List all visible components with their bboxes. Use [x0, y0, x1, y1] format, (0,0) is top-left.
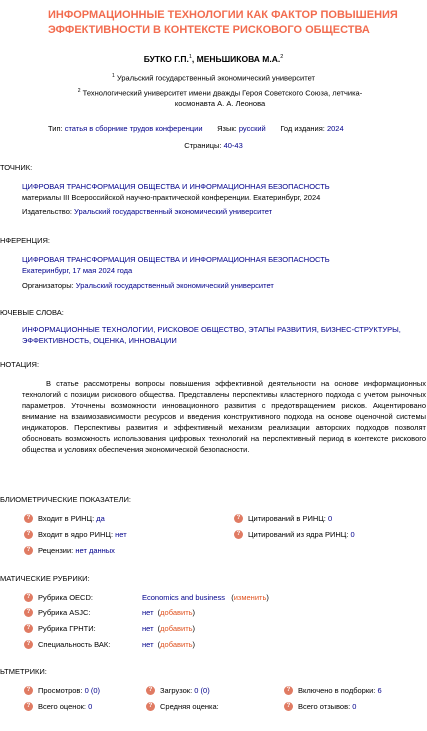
info-icon[interactable]: ?: [284, 702, 293, 711]
pages-info: Страницы: 40-43: [184, 141, 243, 150]
cited-rinc-indicator: ? Цитирований в РИНЦ: 0: [234, 514, 332, 523]
info-icon[interactable]: ?: [24, 530, 33, 539]
info-icon[interactable]: ?: [234, 514, 243, 523]
keywords-line[interactable]: ЭФФЕКТИВНОСТЬ, ОЦЕНКА, ИННОВАЦИИ: [22, 336, 177, 345]
views-indicator: ? Просмотров: 0 (0): [24, 686, 100, 695]
organizers-link[interactable]: Уральский государственный экономический университет: [75, 281, 274, 290]
info-icon[interactable]: ?: [24, 640, 33, 649]
keywords-line[interactable]: ИНФОРМАЦИОННЫЕ ТЕХНОЛОГИИ, РИСКОВОЕ ОБЩЕСТВО, ЭТАПЫ РАЗВИТИЯ, БИЗНЕС-СТРУКТУРЫ,: [22, 325, 401, 334]
info-icon[interactable]: ?: [24, 593, 33, 602]
rubric-oecd: ? Рубрика OECD: Economics and business ( изменить ): [24, 593, 269, 602]
rubric-value-link[interactable]: Economics and business: [142, 593, 225, 602]
info-icon[interactable]: ?: [24, 624, 33, 633]
article-title: ИНФОРМАЦИОННЫЕ ТЕХНОЛОГИИ КАК ФАКТОР ПОВЫШЕНИЯ ЭФФЕКТИВНОСТИ В КОНТЕКСТЕ РИСКОВОГО ОБЩЕСТВА: [48, 9, 398, 36]
ratings-indicator: ? Всего оценок: 0: [24, 702, 92, 711]
rubric-vak: ? Специальность ВАК: нет ( добавить ): [24, 640, 195, 649]
rinc-core-indicator: ? Входит в ядро РИНЦ: нет: [24, 530, 127, 539]
info-icon[interactable]: ?: [24, 686, 33, 695]
source-title-link[interactable]: ЦИФРОВАЯ ТРАНСФОРМАЦИЯ ОБЩЕСТВА И ИНФОРМАЦИОННАЯ БЕЗОПАСНОСТЬ: [22, 182, 330, 191]
publisher-link[interactable]: Уральский государственный экономический университет: [74, 207, 273, 216]
source-block: ЦИФРОВАЯ ТРАНСФОРМАЦИЯ ОБЩЕСТВА И ИНФОРМАЦИОННАЯ БЕЗОПАСНОСТЬ материалы III Всероссийской научно-практической конференции. Екатеринбург, 2024 Издательство: Уральский государственный экономический университет: [22, 182, 330, 216]
info-icon[interactable]: ?: [24, 546, 33, 555]
rubrics-heading: МАТИЧЕСКИЕ РУБРИКИ:: [0, 574, 90, 583]
publication-meta: Тип: статья в сборнике трудов конференции Язык: русский Год издания: 2024: [48, 124, 344, 133]
info-icon[interactable]: ?: [146, 686, 155, 695]
info-icon[interactable]: ?: [234, 530, 243, 539]
info-icon[interactable]: ?: [284, 686, 293, 695]
add-rubric-link[interactable]: добавить: [160, 624, 193, 633]
avg-rating-indicator: ? Средняя оценка:: [146, 702, 221, 711]
conference-block: ЦИФРОВАЯ ТРАНСФОРМАЦИЯ ОБЩЕСТВА И ИНФОРМАЦИОННАЯ БЕЗОПАСНОСТЬ Екатеринбург, 17 мая 2024 года Организаторы: Уральский государственный экономический университет: [22, 255, 330, 290]
info-icon[interactable]: ?: [24, 514, 33, 523]
rinc-indicator: ? Входит в РИНЦ: да: [24, 514, 105, 523]
cited-core-indicator: ? Цитирований из ядра РИНЦ: 0: [234, 530, 355, 539]
collections-indicator: ? Включено в подборки: 6: [284, 686, 382, 695]
altmetrics-heading: ЬТМЕТРИКИ:: [0, 667, 47, 676]
conference-heading: НФЕРЕНЦИЯ:: [0, 236, 50, 245]
source-details: материалы III Всероссийской научно-практической конференции. Екатеринбург, 2024: [22, 193, 321, 202]
biblio-heading: БЛИОМЕТРИЧЕСКИЕ ПОКАЗАТЕЛИ:: [0, 495, 131, 504]
info-icon[interactable]: ?: [146, 702, 155, 711]
authors-line: БУТКО Г.П.$^1$, МЕНЬШИКОВА М.А.$^2$: [143, 54, 284, 64]
info-icon[interactable]: ?: [24, 702, 33, 711]
affiliation-2: $^2$ Технологический университет имени дважды Героя Советского Союза, летчика-космонавта А. А. Леонова: [77, 88, 363, 108]
source-heading: ТОЧНИК:: [0, 163, 33, 172]
reviews-indicator: ? Рецензии: нет данных: [24, 546, 115, 555]
info-icon[interactable]: ?: [24, 608, 33, 617]
downloads-indicator: ? Загрузок: 0 (0): [146, 686, 210, 695]
keywords-block: [22, 324, 401, 346]
abstract-text: В статье рассмотрены вопросы повышения эффективной деятельности на основе информационных технологий с позиции рискового общества. Представлены перспективы кластерного подхода с учетом рыночных параметров. Уточнены возможности инновационного развития с предотвращением рисков. Акцентировано внимание на взаимозависимости ресурсов и введения конструктивного подхода на основе оценочной системы индикаторов. Перспективы развития и эффективный механизм реализации авторских подходов позволят обосновать возможность использования цифровых технологий на перспективный период в контексте рискового общества и условиях обеспечения экономической безопасности.: [22, 379, 426, 454]
add-rubric-link[interactable]: добавить: [160, 640, 193, 649]
abstract-heading: НОТАЦИЯ:: [0, 360, 40, 369]
total-reviews-indicator: ? Всего отзывов: 0: [284, 702, 356, 711]
affiliation-1: $^1$ Уральский государственный экономический университет: [112, 73, 315, 83]
conference-title-link[interactable]: ЦИФРОВАЯ ТРАНСФОРМАЦИЯ ОБЩЕСТВА И ИНФОРМАЦИОННАЯ БЕЗОПАСНОСТЬ: [22, 255, 330, 264]
keywords-heading: ЮЧЕВЫЕ СЛОВА:: [0, 308, 64, 317]
author-link[interactable]: БУТКО Г.П.: [143, 54, 189, 64]
change-rubric-link[interactable]: изменить: [233, 593, 267, 602]
rubric-grnti: ? Рубрика ГРНТИ: нет ( добавить ): [24, 624, 195, 633]
rubric-asjc: ? Рубрика ASJC: нет ( добавить ): [24, 608, 195, 617]
author-link[interactable]: МЕНЬШИКОВА М.А.: [196, 54, 281, 64]
conference-place-date: Екатеринбург, 17 мая 2024 года: [22, 266, 133, 275]
add-rubric-link[interactable]: добавить: [160, 608, 193, 617]
